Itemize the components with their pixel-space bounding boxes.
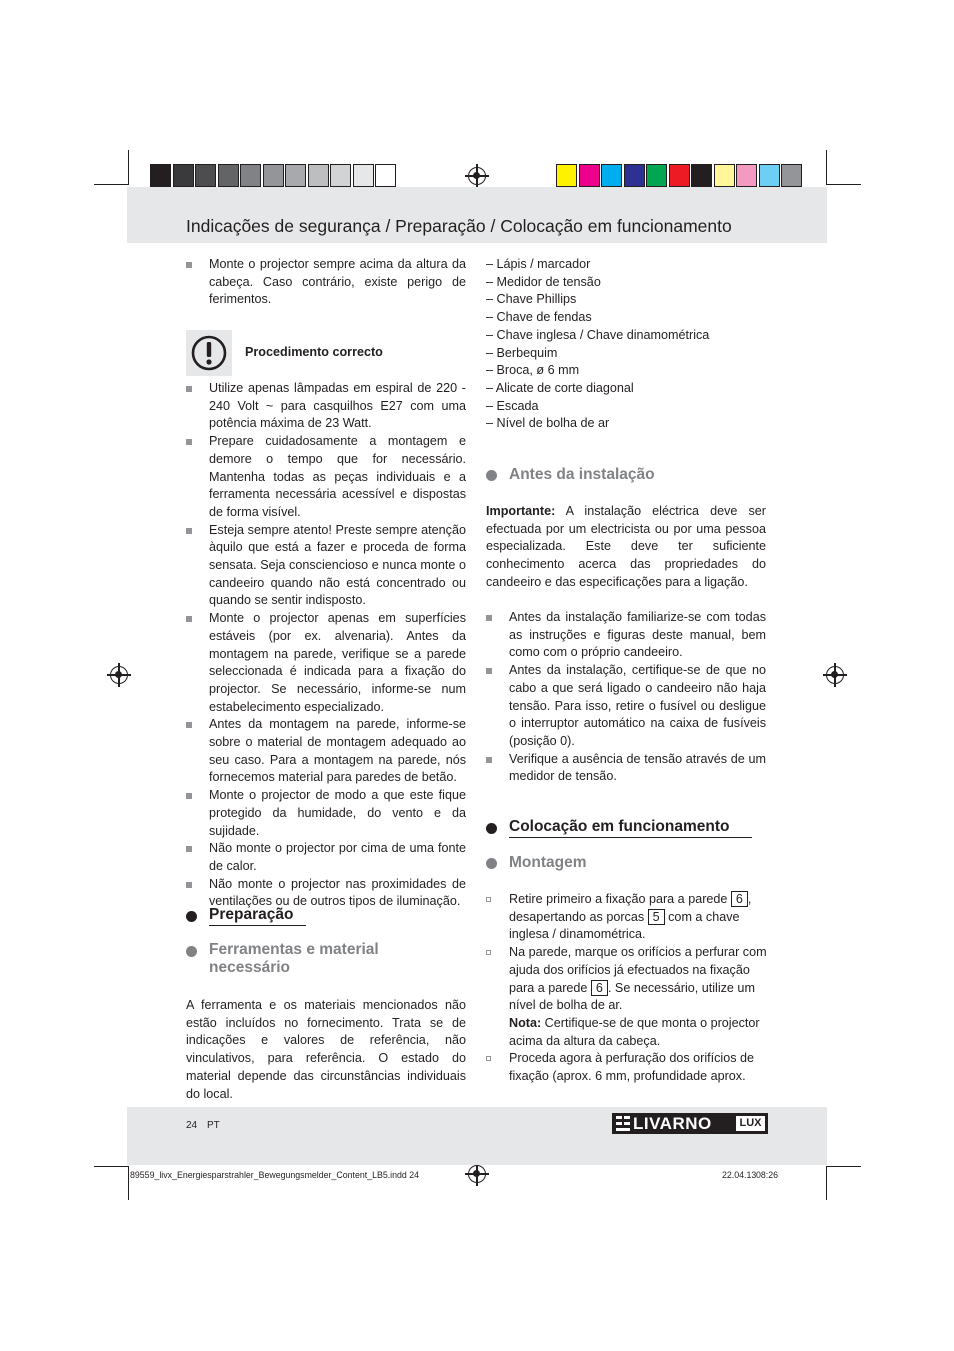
crop-mark bbox=[827, 1166, 861, 1167]
list-item: Antes da instalação familiarize-se com todas as instruções e figuras deste manual, bem como com o próprio candeeiro. bbox=[486, 609, 766, 662]
color-swatch bbox=[781, 164, 802, 187]
antes-list bbox=[486, 609, 766, 786]
square-bullet-icon bbox=[486, 668, 492, 674]
crop-mark bbox=[826, 150, 827, 185]
crop-mark bbox=[94, 1166, 128, 1167]
list-item: Na parede, marque os orifícios a perfurar com ajuda dos orifícios já efectuados na fixação para a parede 6 . Se necessário, utilize um nível de bolha de ar. Nota: Certifique-se de que monta o projector acima da altura da cabeça. bbox=[486, 944, 768, 1050]
square-bullet-icon bbox=[186, 386, 192, 392]
color-swatch bbox=[263, 164, 284, 187]
list-item: – Alicate de corte diagonal bbox=[486, 380, 634, 395]
language-code: PT bbox=[207, 1120, 220, 1131]
color-swatch bbox=[353, 164, 374, 187]
tools-list bbox=[486, 256, 766, 433]
print-time: 08:26 bbox=[756, 1170, 779, 1180]
list-item: – Berbequim bbox=[486, 345, 558, 360]
crop-mark bbox=[826, 1166, 827, 1200]
page-title: Indicações de segurança / Preparação / Colocação em funcionamento bbox=[186, 216, 732, 236]
list-item: – Broca, ø 6 mm bbox=[486, 363, 580, 378]
list-item: Não monte o projector por cima de uma fonte de calor. bbox=[186, 840, 466, 875]
list-item: – Chave inglesa / Chave dinamométrica bbox=[486, 327, 710, 342]
heading-antes-instalacao: Antes da instalação bbox=[509, 466, 655, 483]
heading-preparacao: Preparação bbox=[209, 906, 306, 926]
list-item: Verifique a ausência de tensão através de um medidor de tensão. bbox=[486, 751, 766, 786]
color-swatch bbox=[556, 164, 577, 187]
color-swatch bbox=[736, 164, 757, 187]
list-item: Monte o projector de modo a que este fique protegido da humidade, do vento e da sujidade. bbox=[186, 787, 466, 840]
crop-mark bbox=[827, 184, 861, 185]
color-swatch bbox=[375, 164, 396, 187]
heading-bullet-icon bbox=[486, 858, 497, 869]
square-bullet-icon bbox=[186, 616, 192, 622]
list-item: Proceda agora à perfuração dos orifícios de fixação (aprox. 6 mm, profundidade aprox. bbox=[486, 1050, 768, 1085]
color-swatch bbox=[240, 164, 261, 187]
list-item: Utilize apenas lâmpadas em espiral de 220 - 240 Volt ~ para casquilhos E27 com uma potência máxima de 23 Watt. bbox=[186, 380, 466, 433]
heading-colocacao: Colocação em funcionamento bbox=[509, 818, 752, 838]
list-item: – Nível de bolha de ar bbox=[486, 416, 610, 431]
logo-mark-icon bbox=[616, 1116, 630, 1131]
warning-label: Procedimento correcto bbox=[245, 345, 383, 359]
square-bullet-icon bbox=[486, 757, 492, 763]
checkbox-bullet-icon bbox=[486, 897, 491, 902]
square-bullet-icon bbox=[186, 722, 192, 728]
heading-bullet-icon bbox=[486, 823, 497, 834]
file-slug: 89559_livx_Energiesparstrahler_Bewegungsmelder_Content_LB5.indd 24 bbox=[130, 1170, 420, 1180]
list-item: Monte o projector sempre acima da altura da cabeça. Caso contrário, existe perigo de ferimentos. bbox=[186, 256, 466, 309]
montagem-steps bbox=[486, 891, 768, 1086]
list-item: – Medidor de tensão bbox=[486, 274, 601, 289]
square-bullet-icon bbox=[186, 528, 192, 534]
list-item: Retire primeiro a fixação para a parede 6 , desapertando as porcas 5 com a chave inglesa / dinamométrica. bbox=[486, 891, 768, 944]
square-bullet-icon bbox=[486, 615, 492, 621]
safety-list bbox=[186, 380, 466, 911]
importante-paragraph: Importante: A instalação eléctrica deve ser efectuada por um electricista ou por uma pessoa especializada. Este deve ter suficiente conhecimento acerca das propriedades do candeeiro e das especificações para a ligação. bbox=[486, 504, 766, 589]
logo-text: LIVARNO bbox=[633, 1114, 712, 1133]
heading-bullet-icon bbox=[486, 470, 497, 481]
registration-mark-icon bbox=[826, 666, 844, 684]
color-swatch bbox=[173, 164, 194, 187]
livarno-lux-logo bbox=[612, 1113, 768, 1134]
crop-mark bbox=[94, 184, 128, 185]
left-column bbox=[186, 256, 466, 309]
heading-montagem: Montagem bbox=[509, 854, 587, 871]
color-swatch bbox=[646, 164, 667, 187]
crop-mark bbox=[128, 150, 129, 185]
color-swatch bbox=[669, 164, 690, 187]
color-swatch bbox=[601, 164, 622, 187]
color-swatch bbox=[579, 164, 600, 187]
square-bullet-icon bbox=[186, 262, 192, 268]
square-bullet-icon bbox=[186, 882, 192, 888]
page-number: 24 bbox=[186, 1120, 198, 1131]
color-swatch bbox=[330, 164, 351, 187]
warning-box bbox=[186, 330, 232, 376]
heading-ferramentas: Ferramentas e material necessário bbox=[209, 941, 379, 976]
registration-mark-icon bbox=[468, 167, 486, 185]
list-item: Monte o projector apenas em superfícies estáveis (por ex. alvenaria). Antes da montagem na parede, verifique se a parede seleccionada é indicada para a fixação do projector. Se necessário, informe-se num estabelecimento especializado. bbox=[186, 610, 466, 716]
color-swatch bbox=[308, 164, 329, 187]
registration-mark-icon bbox=[110, 666, 128, 684]
color-swatch bbox=[691, 164, 712, 187]
heading-bullet-icon bbox=[186, 911, 197, 922]
print-date: 22.04.13 bbox=[722, 1170, 757, 1180]
list-item: Antes da instalação, certifique-se de que no cabo a que será ligado o candeeiro não haja tensão. Para isso, retire o fusível ou desligue o interruptor automático na caixa de fusíveis (posição 0). bbox=[486, 662, 766, 751]
square-bullet-icon bbox=[186, 439, 192, 445]
list-item: – Chave de fendas bbox=[486, 310, 592, 325]
checkbox-bullet-icon bbox=[486, 950, 491, 955]
checkbox-bullet-icon bbox=[486, 1056, 491, 1061]
list-item: – Chave Phillips bbox=[486, 292, 577, 307]
color-swatch bbox=[218, 164, 239, 187]
list-item: Antes da montagem na parede, informe-se sobre o material de montagem adequado ao seu caso. Para a montagem na parede, nós fornecemos material para paredes de betão. bbox=[186, 716, 466, 787]
ferramentas-text: A ferramenta e os materiais mencionados não estão incluídos no fornecimento. Trata se de indicações e valores de referência, não vinculativos, para referência. O estado do material depende das circunstâncias individuais do local. bbox=[186, 998, 466, 1101]
color-swatch bbox=[150, 164, 171, 187]
list-item: Não monte o projector nas proximidades de ventilações ou de outros tipos de iluminação. bbox=[186, 876, 466, 911]
heading-bullet-icon bbox=[186, 946, 197, 957]
list-item: – Escada bbox=[486, 398, 539, 413]
logo-sub-text: LUX bbox=[736, 1116, 765, 1131]
square-bullet-icon bbox=[186, 846, 192, 852]
registration-mark-icon bbox=[468, 1165, 486, 1183]
list-item: Esteja sempre atento! Preste sempre atenção àquilo que está a fazer e proceda de forma sensata. Seja consciencioso e nunca monte o candeeiro quando não está concentrado ou quando se sentir indisposto. bbox=[186, 522, 466, 611]
color-swatch bbox=[759, 164, 780, 187]
exclamation-icon bbox=[186, 330, 232, 376]
crop-mark bbox=[128, 1166, 129, 1200]
color-swatch bbox=[624, 164, 645, 187]
color-swatch bbox=[195, 164, 216, 187]
list-item: – Lápis / marcador bbox=[486, 257, 591, 271]
list-item: Prepare cuidadosamente a montagem e demore o tempo que for necessário. Mantenha todas as peças individuais e a ferramenta necessária acessível e dispostas de forma visível. bbox=[186, 433, 466, 522]
color-swatch bbox=[285, 164, 306, 187]
color-swatch bbox=[714, 164, 735, 187]
square-bullet-icon bbox=[186, 793, 192, 799]
